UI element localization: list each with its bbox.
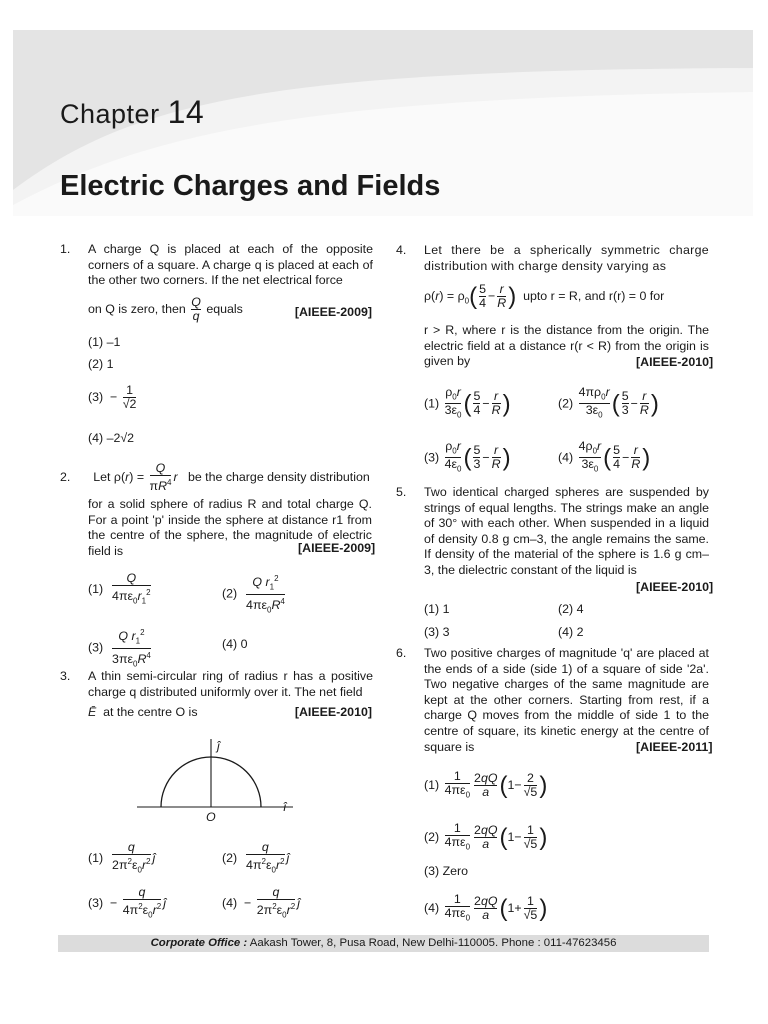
question-4-tag: [AIEEE-2010] (636, 355, 714, 369)
question-5-option-3: (3) 3 (424, 625, 450, 639)
question-4-text2: r > R, where r is the distance from the origin. The electric field at a distance r(r < R) from the origin is given by (424, 323, 709, 369)
question-6-text: Two positive charges of magnitude 'q' are placed at the ends of a side (side 1) of a square of side '2a'. Two negative charges of the same magnitude are kept at the other corners. Starting from rest, if a charge Q moves from the middle of side 1 to the centre of square, its kinetic energy at the centre of square is (424, 646, 709, 754)
question-6-option-3: (3) Zero (424, 864, 469, 878)
question-1-option-2: (2) 1 (88, 357, 114, 371)
footer-label: Corporate Office : (150, 937, 248, 949)
origin-label: O (206, 810, 216, 824)
question-4-option-4: (4) $\frac{4\rho_0r}{3\varepsilon_0}$ ( $\frac{5}{4}$ − $\frac{r}{R}$ ) (558, 439, 651, 474)
question-3-option-4: (4) − $\frac{q}{2\pi^2\varepsilon_0r^2}$ ĵ (222, 885, 300, 920)
question-4-option-3: (3) $\frac{\rho_0r}{4\varepsilon_0}$ ( $\frac{5}{3}$ − $\frac{r}{R}$ ) (424, 439, 511, 474)
unit-vector-i-label: î (283, 800, 287, 814)
question-4-density-formula: $\rho(r) = \rho_0$( $\frac{5}{4}$ − $\frac{r}{R}$ ) upto r = R, and r(r) = 0 for (424, 282, 665, 310)
page-title: Electric Charges and Fields (60, 170, 441, 202)
question-3-text: A thin semi-circular ring of radius r has a positive charge q distributed uniformly over it. The net field (88, 669, 373, 699)
question-1-option-4: (4) –2√2 (88, 431, 135, 445)
question-3-option-2: (2) $\frac{q}{4\pi^2\varepsilon_0r^2}$ ĵ (222, 840, 290, 875)
question-2-tag: [AIEEE-2009] (298, 541, 376, 555)
question-4-text: Let there be a spherically symmetric charge distribution with charge density varying as (424, 243, 709, 273)
question-2-option-2: (2) $\frac{Q r_1^2}{4\pi\varepsilon_0R^4}$ (222, 574, 285, 615)
question-5-option-2: (2) 4 (558, 602, 584, 616)
question-2-text: for a solid sphere of radius R and total charge Q. For a point 'p' inside the sphere at distance r1 from the centre of the sphere, the magnitude of electric field is (88, 497, 372, 558)
question-3-line2: Ē at the centre O is [AIEEE-2010] (88, 705, 372, 719)
question-1-option-3: (3) − $\frac{1}{√2}$ (88, 383, 137, 411)
question-6-option-2: (2) $\frac{1}{4\pi\varepsilon_0}$ $\frac{2qQ}{a}$ (1− $\frac{1}{√5}$ ) (424, 821, 548, 852)
question-5-option-4: (4) 2 (558, 625, 584, 639)
question-5-tag: [AIEEE-2010] (636, 580, 714, 594)
footer-address: Aakash Tower, 8, Pusa Road, New Delhi-110005. Phone : 011-47623456 (249, 937, 617, 949)
question-4-option-1: (1) $\frac{\rho_0r}{3\varepsilon_0}$ ( $\frac{5}{4}$ − $\frac{r}{R}$ ) (424, 385, 511, 420)
chapter-label: Chapter 14 (60, 94, 205, 130)
question-4-option-2: (2) $\frac{4\pi\rho_0r}{3\varepsilon_0}$ ( $\frac{5}{3}$ − $\frac{r}{R}$ ) (558, 385, 659, 420)
question-6-option-1: (1) $\frac{1}{4\pi\varepsilon_0}$ $\frac{2qQ}{a}$ (1− $\frac{2}{√5}$ ) (424, 769, 548, 800)
question-5-option-1: (1) 1 (424, 602, 450, 616)
question-1-line2: on Q is zero, then $\frac{Q}{q}$ equals [AIEEE-2009] (88, 295, 372, 323)
question-1-option-1: (1) –1 (88, 335, 121, 349)
footer-bar (58, 935, 709, 952)
unit-vector-j-label: ĵ (217, 739, 220, 753)
question-2-option-1: (1) $\frac{Q}{4\pi\varepsilon_0r_1^2}$ (88, 571, 151, 606)
question-6-option-4: (4) $\frac{1}{4\pi\varepsilon_0}$ $\frac{2qQ}{a}$ (1+ $\frac{1}{√5}$ ) (424, 892, 548, 923)
question-2-intro: 2. Let ρ(r) = $\frac{Q}{\pi R^4}$ r be the charge density distribution (60, 461, 370, 494)
semicircle-ring-figure (135, 733, 305, 828)
question-1-text: A charge Q is placed at each of the opposite corners of a square. A charge q is placed at each of the other two corners. If the net electrical force (88, 242, 373, 288)
question-5-text: Two identical charged spheres are suspended by strings of equal lengths. The strings make an angle of 30° with each other. When suspended in a liquid of density 0.8 g cm–3, the angle remains the same. If density of the material of the sphere is 1.6 g cm–3, the dielectric constant of the liquid is (424, 485, 709, 577)
question-2-option-3: (3) $\frac{Q r_1^2}{3\pi\varepsilon_0R^4}$ (88, 628, 151, 669)
question-3-option-3: (3) − $\frac{q}{4\pi^2\varepsilon_0r^2}$ ĵ (88, 885, 166, 920)
question-3-option-1: (1) $\frac{q}{2\pi^2\varepsilon_0r^2}$ ĵ (88, 840, 156, 875)
question-6-tag: [AIEEE-2011] (636, 740, 713, 754)
question-2-option-4: (4) 0 (222, 637, 248, 651)
